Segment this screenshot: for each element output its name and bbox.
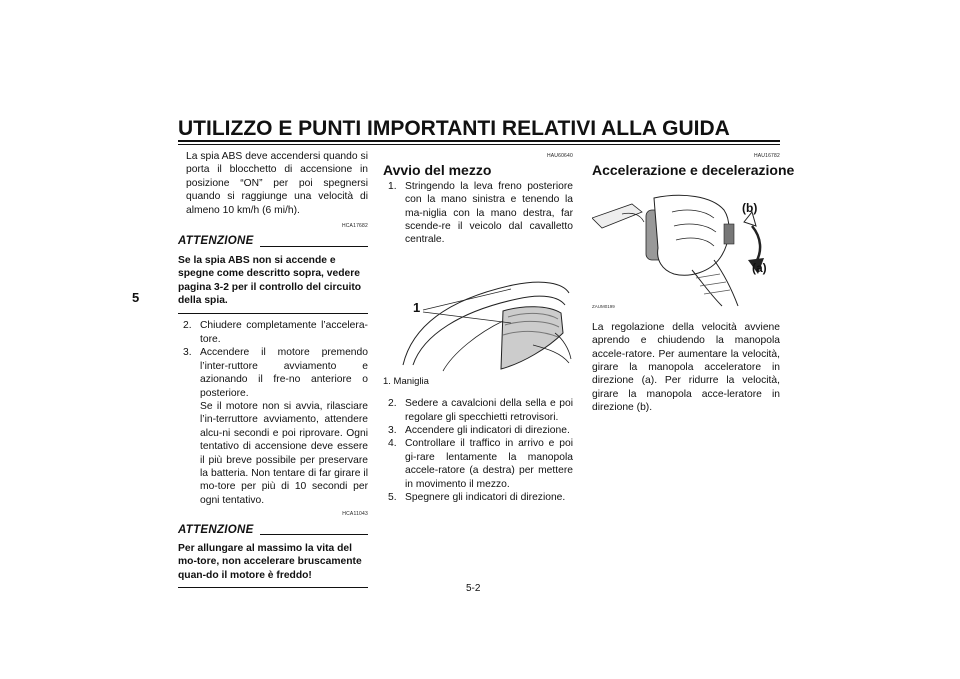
- attention-rule-bottom: [178, 587, 368, 588]
- figure-callout: 1: [413, 299, 421, 315]
- list-item: 5. Spegnere gli indicatori di direzione.: [388, 492, 566, 504]
- seat-illustration: [383, 253, 573, 373]
- section-heading: Accelerazione e decelerazione: [592, 162, 795, 179]
- list-item: 2. Chiudere completamente l’accelera-tore.: [183, 320, 368, 345]
- attention-rule: [260, 246, 368, 247]
- page-title: UTILIZZO E PUNTI IMPORTANTI RELATIVI ALLA GUIDA: [178, 117, 730, 140]
- column-3: [592, 150, 795, 415]
- header-rule: [178, 140, 780, 142]
- direction-label-a: (a): [752, 260, 767, 275]
- page-number: 5-2: [466, 583, 481, 594]
- list-item: 2. Sedere a cavalcioni della sella e poi regolare gli specchietti retrovisori.: [388, 398, 573, 423]
- section-code: HAU16782: [753, 153, 780, 159]
- attention-label: ATTENZIONE: [178, 235, 254, 248]
- step-3-note: Se il motore non si avvia, rilasciare l’in-terruttore avviamento, attendere alcu-ni secondi e poi riprovare. Ogni tentativo di accensione deve essere il più breve possibile per preservare la batteria. Non tentare di far girare il mo-tore per più di 10 secondi per ogni tentativo.: [200, 400, 368, 506]
- attention-text: Se la spia ABS non si accende e spegne come descritto sopra, vedere pagina 3-2 per il controllo del circuito della spia.: [178, 254, 362, 307]
- section-heading: Avvio del mezzo: [383, 162, 492, 179]
- steps-list: [178, 319, 368, 507]
- attention-rule-bottom: [178, 313, 368, 314]
- list-item: 3. Accendere il motore premendo l’inter-ruttore avviamento e azionando il fre-no anteriore o posteriore.: [183, 347, 368, 399]
- direction-label-b: (b): [742, 200, 758, 215]
- list-item: 3. Accendere gli indicatori di direzione.: [388, 425, 570, 437]
- column-2: [383, 150, 573, 505]
- figure-code: ZAUM0199: [592, 303, 615, 309]
- attention-label: ATTENZIONE: [178, 523, 254, 536]
- section-code: HAU60640: [546, 153, 573, 159]
- attention-rule: [260, 534, 368, 535]
- seat-figure: [383, 253, 573, 373]
- column-1: [178, 150, 368, 588]
- steps-list: [388, 397, 573, 504]
- section-code: HCA17682: [341, 223, 368, 230]
- list-item: 4. Controllare il traffico in arrivo e poi gi-rare lentamente la manopola accele-ratore (a destra) per mettere in movimento il mezzo.: [388, 438, 573, 490]
- attention-text: Per allungare al massimo la vita del mo-tore, non accelerare bruscamente quan-do il motore è freddo!: [178, 542, 362, 581]
- list-item: 1. Stringendo la leva freno posteriore con la mano sinistra e tenendo la ma-niglia con la mano destra, far scende-re il veicolo dal cavalletto centrale.: [388, 180, 573, 246]
- attention-header: [178, 524, 368, 537]
- header-rule-thin: [178, 144, 780, 145]
- abs-light-text: La spia ABS deve accendersi quando si porta il blocchetto di accensione in posizione “ON” per poi spegnersi quando si raggiunge una velocità di almeno 10 km/h (6 mi/h).: [186, 151, 368, 216]
- figure-caption: 1. Maniglia: [383, 375, 429, 387]
- section-code: HCA11043: [342, 511, 368, 518]
- throttle-figure: [592, 182, 780, 307]
- attention-header: [178, 235, 368, 248]
- chapter-number: 5: [132, 290, 140, 305]
- throttle-text: La regolazione della velocità avviene aprendo e chiudendo la manopola accele-ratore. Per aumentare la velocità, girare la manopola acceleratore in direzione (a). Per ridurre la velocità, girare la manopola acce-leratore in direzione (b).: [592, 321, 780, 414]
